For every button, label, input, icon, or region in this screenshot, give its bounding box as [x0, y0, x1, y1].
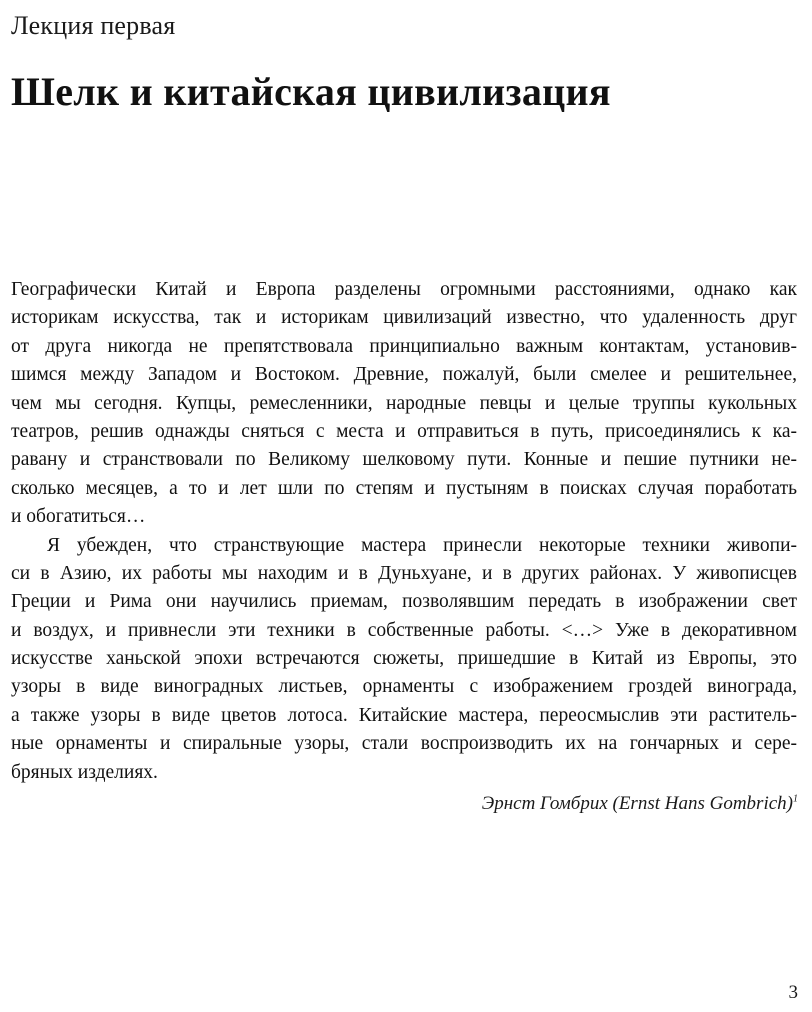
epigraph-attribution [482, 790, 798, 818]
paragraph-2 [11, 532, 797, 788]
epigraph-text [11, 276, 797, 787]
text-line: историкам искусства, так и историкам цивилизаций известно, что удаленность друг [11, 307, 797, 329]
text-line: от друга никогда не препятствовала принципиально важным контактам, установив- [11, 335, 797, 357]
lecture-label: Лекция первая [11, 11, 176, 40]
text-line: сколько месяцев, а то и лет шли по степям и пустыням в поисках случая поработать [11, 477, 797, 499]
footnote-marker[interactable]: 1 [793, 793, 798, 805]
text-line: и обогатиться… [11, 506, 146, 528]
text-line: ные орнаменты и спиральные узоры, стали воспроизводить их на гончарных и сере- [11, 733, 797, 755]
paragraph-1 [11, 276, 797, 532]
text-line: шимся между Западом и Востоком. Древние, пожалуй, были смелее и решительнее, [11, 364, 797, 386]
attribution-author: Эрнст Гомбрих (Ernst Hans Gombrich) [481, 793, 793, 814]
text-line: Географически Китай и Европа разделены огромными расстояниями, однако как [11, 279, 797, 300]
text-line: искусстве ханьской эпохи встречаются сюжеты, пришедшие в Китай из Европы, это [11, 648, 797, 670]
text-line: узоры в виде виноградных листьев, орнаменты с изображением гроздей винограда, [11, 676, 797, 698]
text-line: театров, решив однажды сняться с места и отправиться в путь, присоединялись к ка- [11, 420, 797, 442]
text-line: и воздух, и привнесли эти техники в собственные работы. <…> Уже в декоративном [11, 619, 797, 641]
text-line: бряных изделиях. [11, 761, 158, 783]
text-line: Греции и Рима они научились приемам, позволявшим передать в изображении свет [11, 591, 797, 613]
text-line: а также узоры в виде цветов лотоса. Китайские мастера, переосмыслив эти раститель- [11, 704, 797, 726]
text-line: Я убежден, что странствующие мастера принесли некоторые техники живопи- [47, 534, 797, 556]
page-number: 3 [788, 982, 798, 1003]
text-line: равану и странствовали по Великому шелковому пути. Конные и пешие путники не- [11, 449, 797, 471]
text-line: си в Азию, их работы мы находим и в Дуньхуане, и в других районах. У живописцев [11, 562, 797, 584]
chapter-title: Шелк и китайская цивилизация [11, 69, 611, 114]
text-line: чем мы сегодня. Купцы, ремесленники, народные певцы и целые труппы кукольных [11, 392, 797, 414]
